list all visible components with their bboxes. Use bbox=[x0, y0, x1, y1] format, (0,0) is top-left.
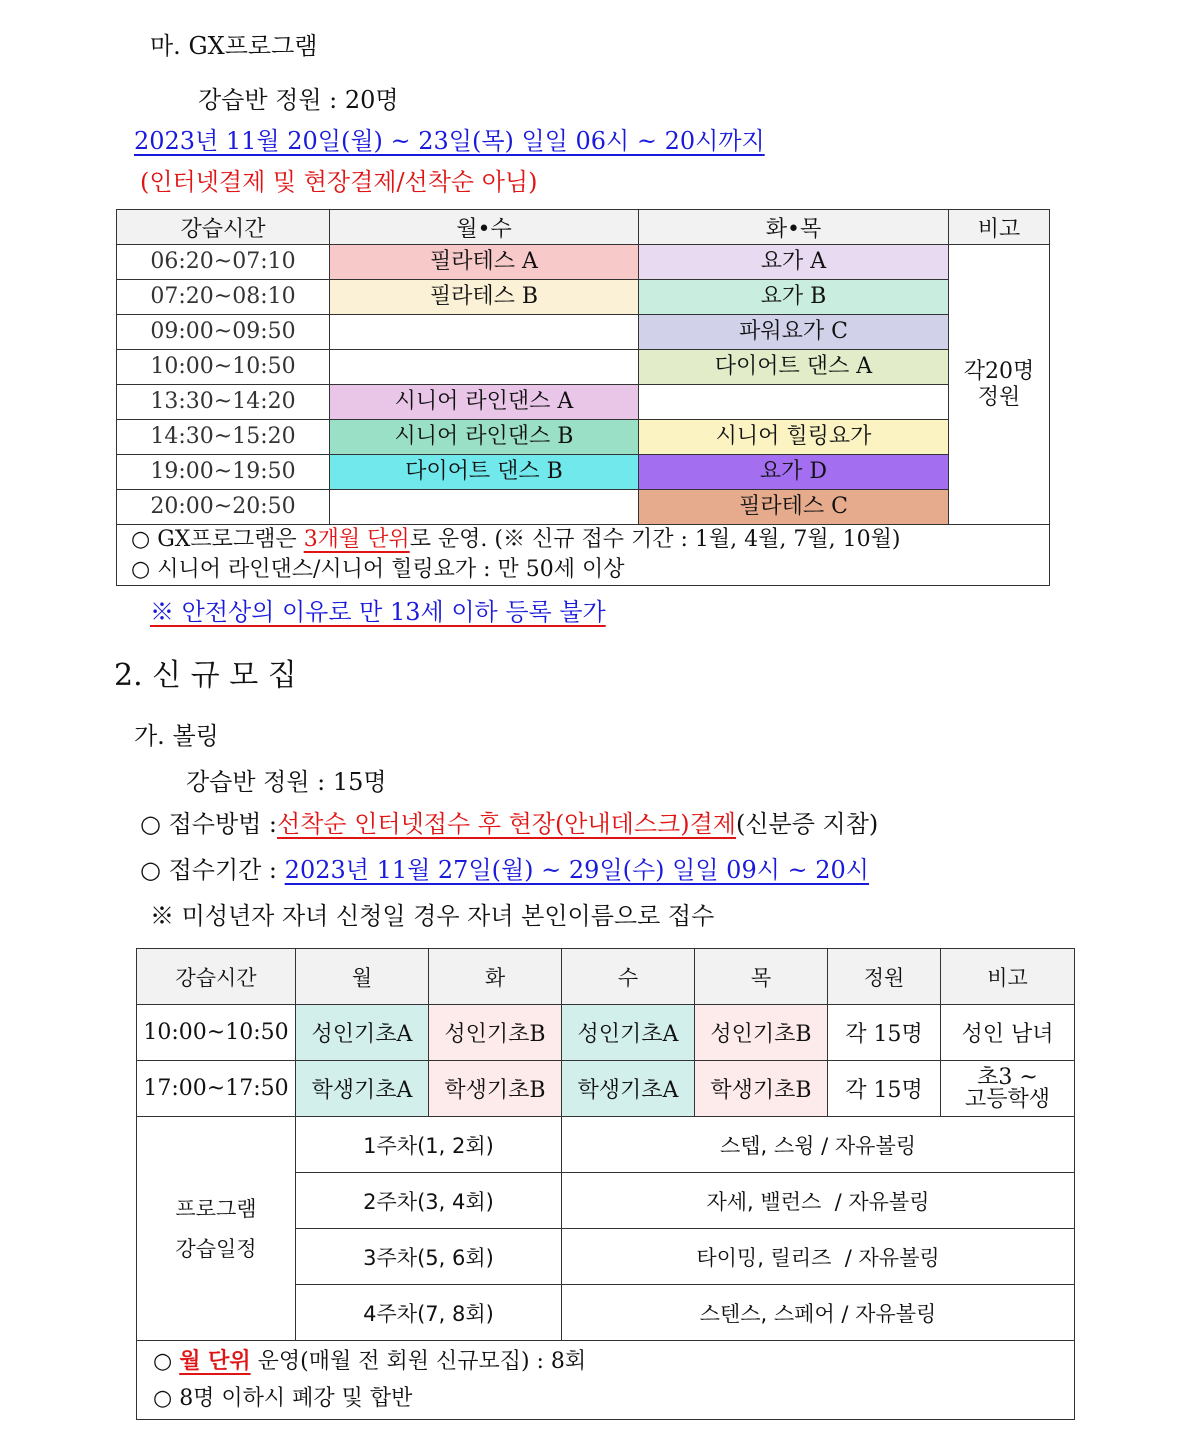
section2-heading: 2. 신 규 모 집 bbox=[114, 658, 297, 693]
schedule-label-line1: 프로그램 bbox=[175, 1196, 257, 1221]
header-tue: 화 bbox=[429, 949, 562, 1005]
content-cell: 자세, 밸런스 / 자유볼링 bbox=[562, 1173, 1075, 1229]
period-value: 2023년 11월 27일(월) ~ 29일(수) 일일 09시 ~ 20시 bbox=[284, 856, 869, 884]
time-cell: 13:30~14:20 bbox=[117, 385, 330, 420]
time-cell: 10:00~10:50 bbox=[117, 350, 330, 385]
method-highlight: 선착순 인터넷접수 후 현장(안내데스크)결제 bbox=[277, 810, 736, 838]
header-wed: 수 bbox=[562, 949, 695, 1005]
header-mon-wed: 월•수 bbox=[330, 210, 639, 245]
table-row bbox=[137, 1061, 1075, 1117]
gx-capacity: 강습반 정원 : 20명 bbox=[198, 86, 399, 114]
capacity-note-line2: 정원 bbox=[977, 384, 1021, 410]
bowling-footer-line1 bbox=[153, 1343, 1074, 1380]
week-cell: 1주차(1, 2회) bbox=[296, 1117, 562, 1173]
header-mon: 월 bbox=[296, 949, 429, 1005]
capacity-cell: 각 15명 bbox=[828, 1005, 941, 1061]
gx-safety-note: ※ 안전상의 이유로 만 13세 이하 등록 불가 bbox=[150, 598, 606, 626]
header-time: 강습시간 bbox=[137, 949, 296, 1005]
table-header-row bbox=[117, 210, 1050, 245]
gx-heading: 마. GX프로그램 bbox=[150, 32, 318, 60]
header-time: 강습시간 bbox=[117, 210, 330, 245]
week-cell: 3주차(5, 6회) bbox=[296, 1229, 562, 1285]
bowling-method bbox=[140, 804, 878, 839]
class-cell: 학생기초A bbox=[562, 1061, 695, 1117]
table-row bbox=[117, 315, 1050, 350]
bowling-period bbox=[140, 850, 869, 885]
class-cell bbox=[330, 490, 639, 525]
method-label: ○ 접수방법 : bbox=[140, 810, 278, 838]
capacity-note-line1: 각20명 bbox=[963, 358, 1035, 384]
week-cell: 4주차(7, 8회) bbox=[296, 1285, 562, 1341]
bowling-schedule-table bbox=[136, 948, 1075, 1420]
method-post: (신분증 지참) bbox=[735, 810, 879, 838]
time-cell: 20:00~20:50 bbox=[117, 490, 330, 525]
footer-text: 로 운영. (※ 신규 접수 기간 : 1월, 4월, 7월, 10월) bbox=[409, 527, 901, 552]
table-footer-row bbox=[137, 1341, 1075, 1420]
header-capacity: 정원 bbox=[828, 949, 941, 1005]
time-cell: 14:30~15:20 bbox=[117, 420, 330, 455]
content-cell: 스텐스, 스페어 / 자유볼링 bbox=[562, 1285, 1075, 1341]
time-cell: 10:00~10:50 bbox=[137, 1005, 296, 1061]
schedule-row bbox=[137, 1117, 1075, 1173]
class-cell: 요가 D bbox=[639, 455, 949, 490]
class-cell: 다이어트 댄스 A bbox=[639, 350, 949, 385]
note-cell: 성인 남녀 bbox=[941, 1005, 1075, 1061]
class-cell: 성인기초A bbox=[296, 1005, 429, 1061]
table-header-row bbox=[137, 949, 1075, 1005]
class-cell: 필라테스 C bbox=[639, 490, 949, 525]
class-cell: 필라테스 B bbox=[330, 280, 639, 315]
table-row bbox=[117, 280, 1050, 315]
gx-footer-notes bbox=[117, 525, 1050, 586]
class-cell: 학생기초B bbox=[695, 1061, 828, 1117]
time-cell: 19:00~19:50 bbox=[117, 455, 330, 490]
gx-payment-note: (인터넷결제 및 현장결제/선착순 아님) bbox=[140, 168, 538, 196]
header-note: 비고 bbox=[941, 949, 1075, 1005]
class-cell: 요가 A bbox=[639, 245, 949, 280]
note-line1: 초3 ~ bbox=[977, 1064, 1038, 1090]
schedule-label-cell bbox=[137, 1117, 296, 1341]
class-cell: 학생기초B bbox=[429, 1061, 562, 1117]
class-cell bbox=[330, 350, 639, 385]
table-row bbox=[117, 490, 1050, 525]
table-row bbox=[117, 455, 1050, 490]
note-cell bbox=[941, 1061, 1075, 1117]
bowling-footer-notes bbox=[137, 1341, 1075, 1420]
week-cell: 2주차(3, 4회) bbox=[296, 1173, 562, 1229]
table-footer-row bbox=[117, 525, 1050, 586]
header-thu: 목 bbox=[695, 949, 828, 1005]
class-cell: 시니어 라인댄스 B bbox=[330, 420, 639, 455]
capacity-note-cell bbox=[949, 245, 1050, 525]
class-cell: 다이어트 댄스 B bbox=[330, 455, 639, 490]
class-cell: 학생기초A bbox=[296, 1061, 429, 1117]
table-row bbox=[117, 420, 1050, 455]
bowling-capacity: 강습반 정원 : 15명 bbox=[186, 768, 387, 796]
class-cell: 시니어 라인댄스 A bbox=[330, 385, 639, 420]
class-cell bbox=[639, 385, 949, 420]
footer-text: 운영(매월 전 회원 신규모집) : 8회 bbox=[250, 1349, 587, 1374]
footer-highlight: 월 단위 bbox=[179, 1348, 251, 1374]
schedule-label-line2: 강습일정 bbox=[175, 1236, 257, 1261]
bowling-minor-note: ※ 미성년자 자녀 신청일 경우 자녀 본인이름으로 접수 bbox=[150, 902, 715, 930]
class-cell: 성인기초B bbox=[695, 1005, 828, 1061]
footer-text: ○ GX프로그램은 bbox=[131, 527, 304, 552]
content-cell: 타이밍, 릴리즈 / 자유볼링 bbox=[562, 1229, 1075, 1285]
gx-schedule-table bbox=[116, 209, 1050, 586]
capacity-cell: 각 15명 bbox=[828, 1061, 941, 1117]
content-cell: 스텝, 스윙 / 자유볼링 bbox=[562, 1117, 1075, 1173]
class-cell: 필라테스 A bbox=[330, 245, 639, 280]
class-cell: 요가 B bbox=[639, 280, 949, 315]
bowling-footer-line2: ○ 8명 이하시 폐강 및 합반 bbox=[153, 1386, 413, 1411]
table-row bbox=[137, 1005, 1075, 1061]
header-note: 비고 bbox=[949, 210, 1050, 245]
footer-highlight: 3개월 단위 bbox=[303, 527, 410, 552]
class-cell bbox=[330, 315, 639, 350]
class-cell: 성인기초A bbox=[562, 1005, 695, 1061]
table-row bbox=[117, 385, 1050, 420]
time-cell: 17:00~17:50 bbox=[137, 1061, 296, 1117]
gx-footer-line1 bbox=[131, 525, 1049, 555]
time-cell: 07:20~08:10 bbox=[117, 280, 330, 315]
header-tue-thu: 화•목 bbox=[639, 210, 949, 245]
class-cell: 시니어 힐링요가 bbox=[639, 420, 949, 455]
footer-text: ○ bbox=[153, 1349, 180, 1374]
time-cell: 09:00~09:50 bbox=[117, 315, 330, 350]
period-label: ○ 접수기간 : bbox=[140, 856, 278, 884]
gx-footer-line2: ○ 시니어 라인댄스/시니어 힐링요가 : 만 50세 이상 bbox=[131, 557, 625, 582]
table-row bbox=[117, 350, 1050, 385]
bowling-heading: 가. 볼링 bbox=[134, 722, 219, 750]
class-cell: 파워요가 C bbox=[639, 315, 949, 350]
note-line2: 고등학생 bbox=[964, 1086, 1050, 1112]
time-cell: 06:20~07:10 bbox=[117, 245, 330, 280]
gx-period: 2023년 11월 20일(월) ~ 23일(목) 일일 06시 ~ 20시까지 bbox=[134, 127, 765, 155]
table-row bbox=[117, 245, 1050, 280]
class-cell: 성인기초B bbox=[429, 1005, 562, 1061]
